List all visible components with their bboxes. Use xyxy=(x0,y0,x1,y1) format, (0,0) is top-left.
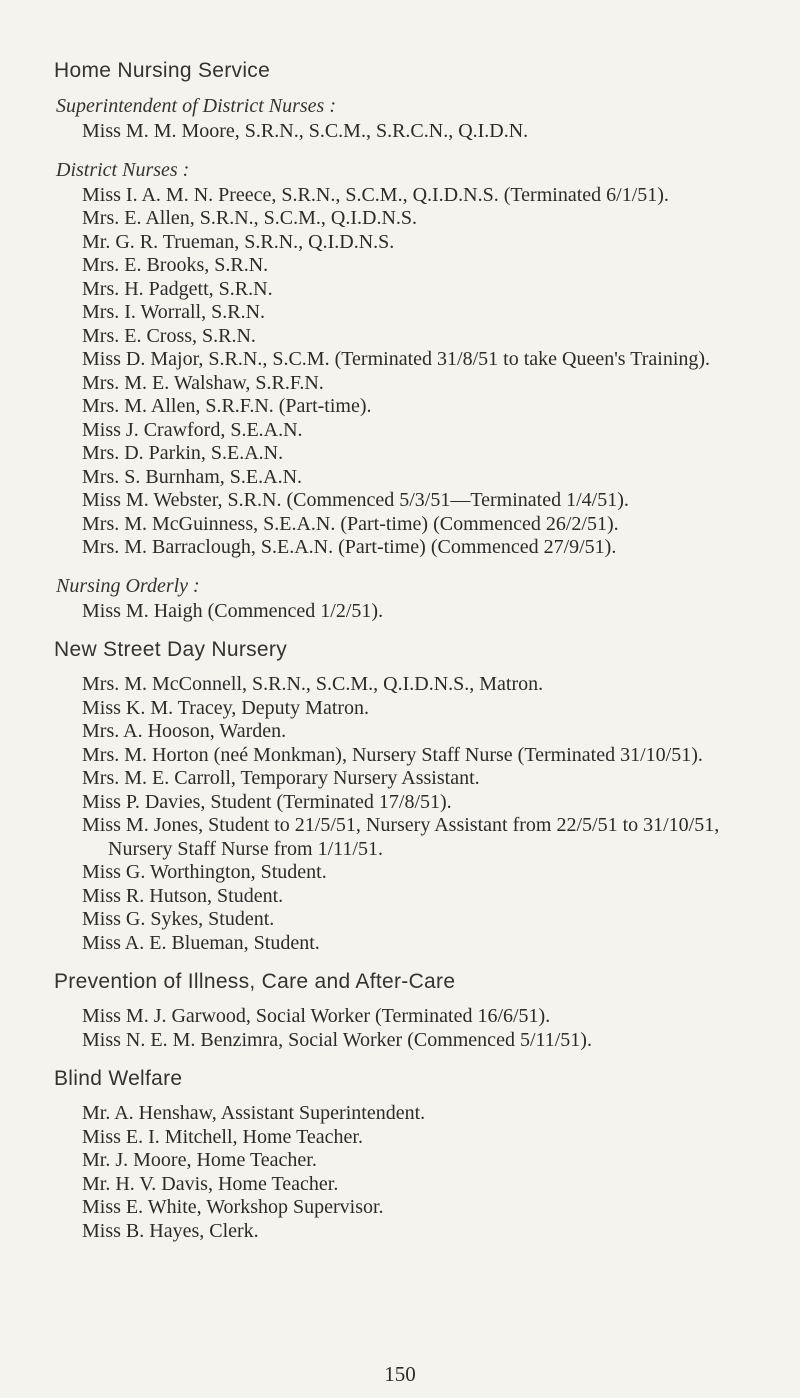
list-item: Mrs. M. Allen, S.R.F.N. (Part-time). xyxy=(82,395,372,417)
list-item: Mrs. E. Brooks, S.R.N. xyxy=(82,254,269,276)
entry-list xyxy=(82,184,786,560)
list-item: Mr. J. Moore, Home Teacher. xyxy=(82,1149,317,1171)
list-item: Mrs. I. Worrall, S.R.N. xyxy=(82,301,266,323)
list-item: Miss K. M. Tracey, Deputy Matron. xyxy=(82,696,370,719)
list-item: Mrs. M. E. Walshaw, S.R.F.N. xyxy=(82,371,324,394)
list-item: Miss E. I. Mitchell, Home Teacher. xyxy=(82,1125,363,1148)
list-item: Miss M. Jones, Student to 21/5/51, Nursery Assistant from 22/5/51 to 31/10/51, Nursery Staff Nurse from 1/11/51. xyxy=(82,814,720,860)
list-item: Miss R. Hutson, Student. xyxy=(82,884,284,907)
list-item: Mrs. S. Burnham, S.E.A.N. xyxy=(82,465,303,488)
list-item: Miss G. Worthington, Student. xyxy=(82,861,327,883)
list-item: Mrs. H. Padgett, S.R.N. xyxy=(82,277,273,300)
list-item: Miss D. Major, S.R.N., S.C.M. (Terminated 31/8/51 to take Queen's Training). xyxy=(82,348,711,370)
list-item: Miss E. White, Workshop Supervisor. xyxy=(82,1196,384,1218)
list-item: Miss M. Webster, S.R.N. (Commenced 5/3/51—Terminated 1/4/51). xyxy=(82,489,629,511)
list-item: Mr. A. Henshaw, Assistant Superintendent. xyxy=(82,1102,426,1124)
section-prevention-of-illness xyxy=(56,969,786,1052)
list-item: Mrs. M. Horton (neé Monkman), Nursery Staff Nurse (Terminated 31/10/51). xyxy=(82,743,703,766)
list-item: Miss P. Davies, Student (Terminated 17/8/51). xyxy=(82,790,452,813)
list-item: Mrs. M. McGuinness, S.E.A.N. (Part-time) (Commenced 26/2/51). xyxy=(82,512,619,535)
list-item: Miss A. E. Blueman, Student. xyxy=(82,931,320,954)
section-title: Home Nursing Service xyxy=(54,59,271,82)
entry-list xyxy=(82,120,786,144)
list-item: Mrs. E. Cross, S.R.N. xyxy=(82,324,256,347)
page-number: 150 xyxy=(384,1362,416,1386)
list-item: Miss N. E. M. Benzimra, Social Worker (Commenced 5/11/51). xyxy=(82,1028,592,1051)
list-item: Miss G. Sykes, Student. xyxy=(82,908,275,930)
list-item: Mr. H. V. Davis, Home Teacher. xyxy=(82,1172,339,1195)
section-title: Blind Welfare xyxy=(54,1067,183,1090)
list-item: Mrs. A. Hooson, Warden. xyxy=(82,720,287,742)
subheading: Superintendent of District Nurses : xyxy=(56,95,336,117)
section-blind-welfare xyxy=(56,1066,786,1243)
list-item: Miss M. J. Garwood, Social Worker (Terminated 16/6/51). xyxy=(82,1005,551,1027)
list-item: Miss M. M. Moore, S.R.N., S.C.M., S.R.C.N., Q.I.D.N. xyxy=(82,120,529,142)
list-item: Mr. G. R. Trueman, S.R.N., Q.I.D.N.S. xyxy=(82,230,395,253)
list-item: Mrs. M. Barraclough, S.E.A.N. (Part-time) (Commenced 27/9/51). xyxy=(82,536,617,558)
section-title: New Street Day Nursery xyxy=(54,638,287,661)
list-item: Miss I. A. M. N. Preece, S.R.N., S.C.M., Q.I.D.N.S. (Terminated 6/1/51). xyxy=(82,183,669,206)
list-item: Mrs. M. McConnell, S.R.N., S.C.M., Q.I.D.N.S., Matron. xyxy=(82,673,544,695)
document-page xyxy=(56,58,786,1257)
subheading: Nursing Orderly : xyxy=(56,574,200,597)
section-home-nursing xyxy=(56,58,786,623)
entry-list xyxy=(82,1005,786,1052)
entry-list xyxy=(82,1102,786,1243)
list-item: Miss J. Crawford, S.E.A.N. xyxy=(82,418,303,441)
entry-list xyxy=(82,673,786,955)
entry-list xyxy=(82,600,786,624)
section-title: Prevention of Illness, Care and After-Care xyxy=(54,970,456,993)
list-item: Miss M. Haigh (Commenced 1/2/51). xyxy=(82,599,384,622)
subheading: District Nurses : xyxy=(56,158,190,181)
list-item: Mrs. D. Parkin, S.E.A.N. xyxy=(82,442,284,464)
list-item: Miss B. Hayes, Clerk. xyxy=(82,1219,259,1242)
section-day-nursery xyxy=(56,637,786,955)
list-item: Mrs. M. E. Carroll, Temporary Nursery Assistant. xyxy=(82,767,480,789)
list-item: Mrs. E. Allen, S.R.N., S.C.M., Q.I.D.N.S. xyxy=(82,207,418,229)
